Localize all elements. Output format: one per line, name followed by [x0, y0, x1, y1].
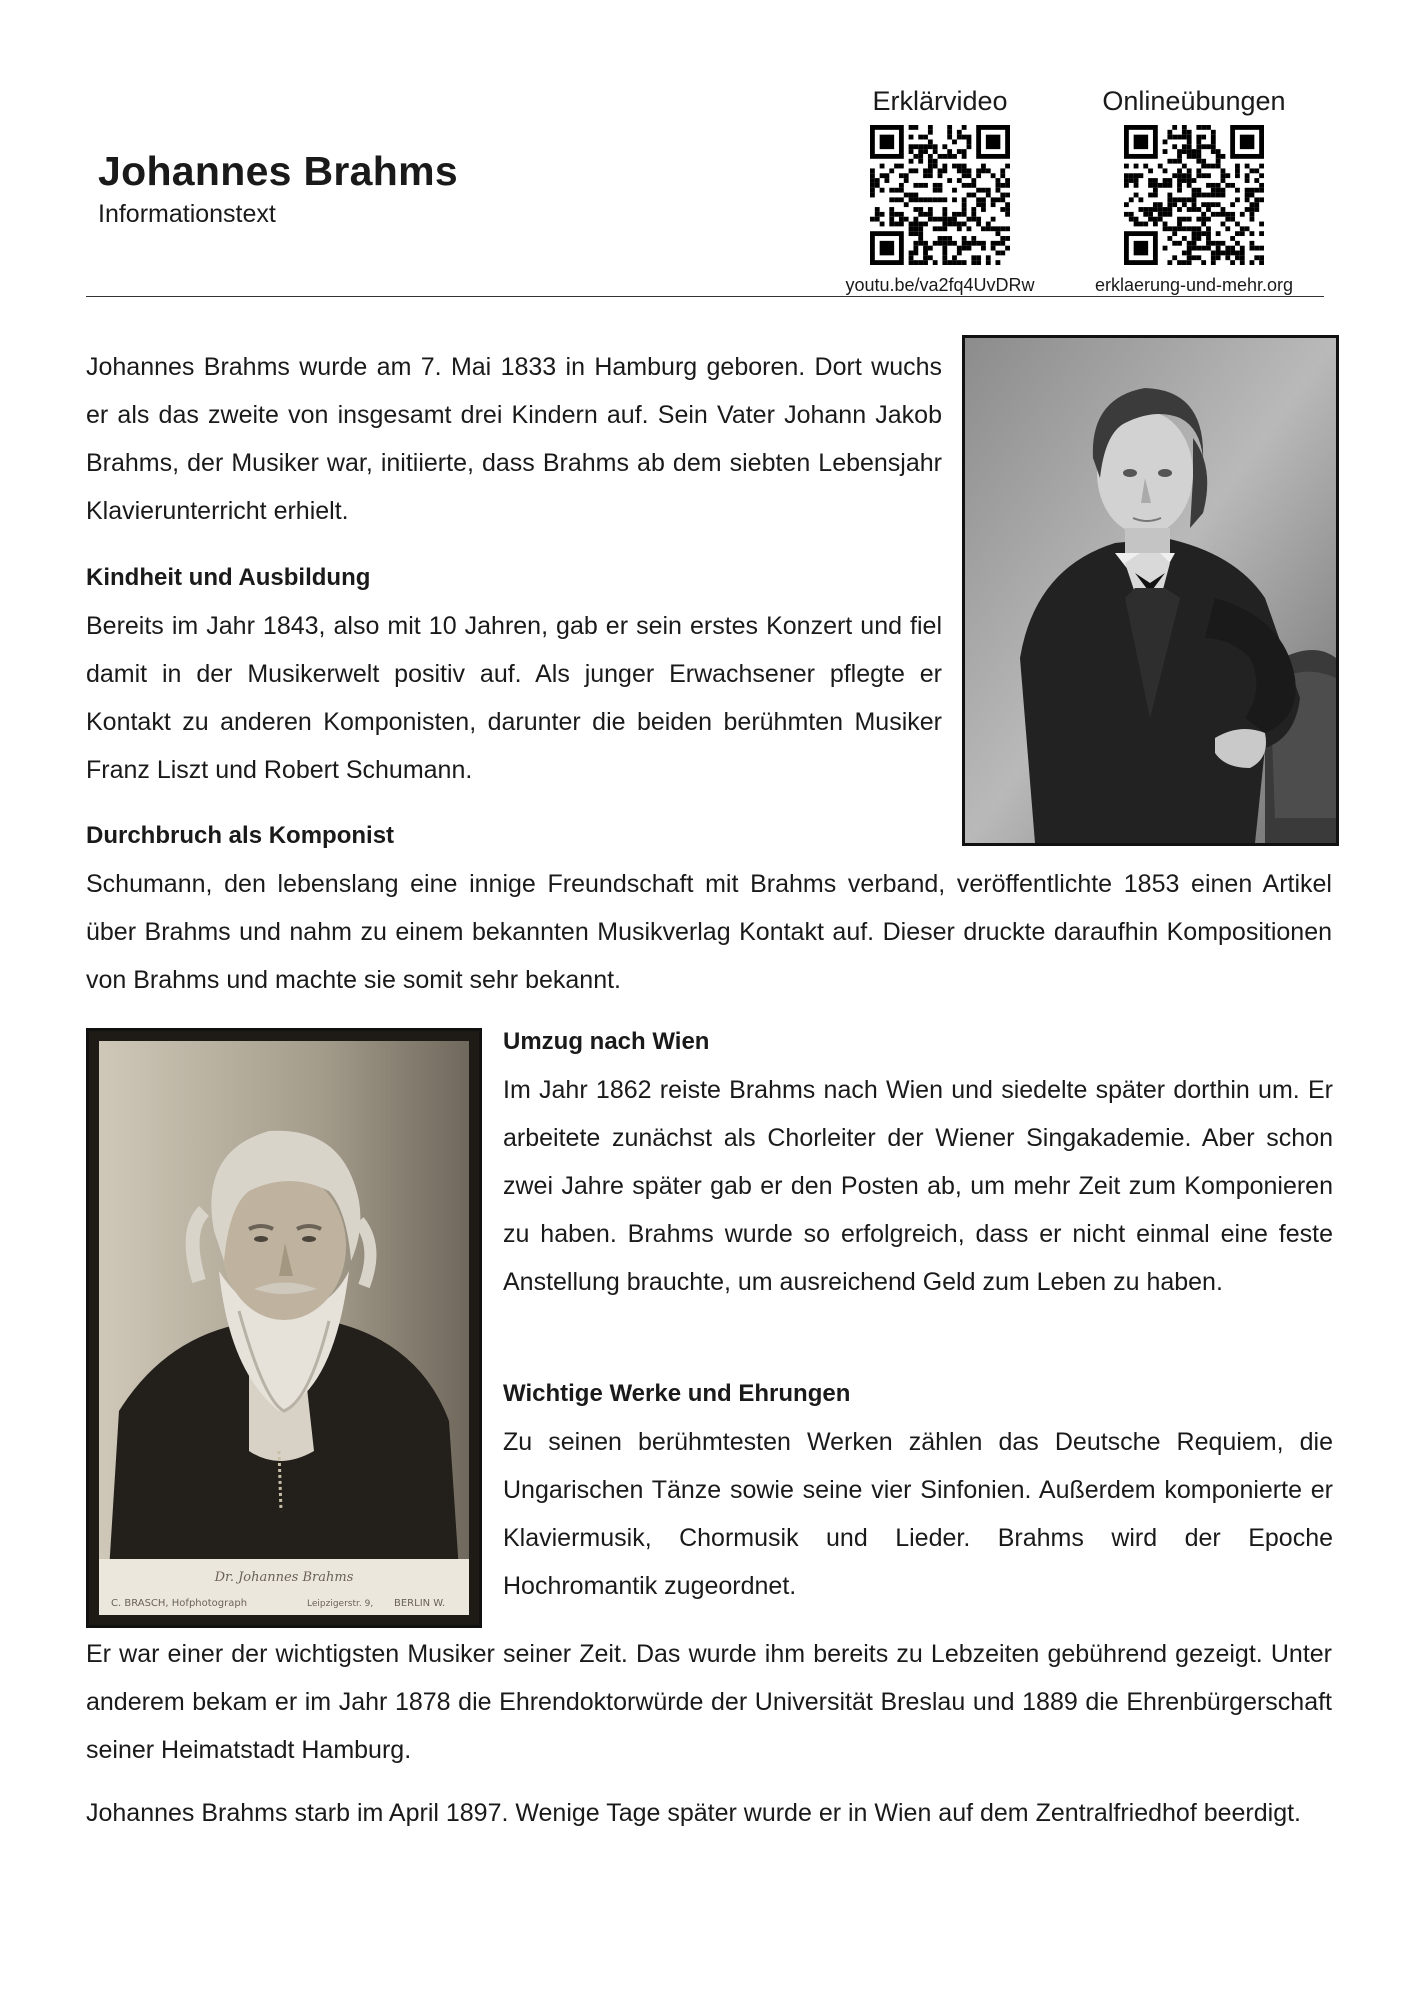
page-title: Johannes Brahms — [98, 148, 458, 194]
qr-exercises-label: Onlineübungen — [1102, 86, 1286, 116]
vienna-paragraph: Im Jahr 1862 reiste Brahms nach Wien und siedelte später dorthin um. Er arbeitete zunächst als Chorleiter der Wiener Singakademie. Aber schon zwei Jahre später gab er den Posten ab, um mehr Zeit zum Komponieren zu haben. Brahms wurde so erfolgreich, dass er nicht einmal eine feste Anstellung brauchte, um ausreichend Geld zum Leben zu haben. — [503, 1076, 1333, 1296]
header-divider — [86, 296, 1324, 297]
breakthrough-paragraph: Schumann, den lebenslang eine innige Freundschaft mit Brahms verband, veröffentlichte 1853 einen Artikel über Brahms und nahm zu einem bekannten Musikverlag Kontakt auf. Dieser druckte daraufhin Kompositionen von Brahms und machte sie somit sehr bekannt. — [86, 870, 1332, 994]
photo-caption: Dr. Johannes Brahms — [214, 1570, 354, 1585]
photo-old-brahms — [86, 1028, 482, 1628]
works-paragraph: Zu seinen berühmtesten Werken zählen das Deutsche Requiem, die Ungarischen Tänze sowie seine vier Sinfonien. Außerdem komponierte er Klaviermusik, Chormusik und Lieder. Brahms wird der Epoche Hochromantik zugeordnet. — [503, 1428, 1333, 1600]
childhood-paragraph: Bereits im Jahr 1843, also mit 10 Jahren, gab er sein erstes Konzert und fiel damit in der Musikerwelt positiv auf. Als junger Erwachsener pflegte er Kontakt zu anderen Komponisten, darunter die beiden berühmten Musiker Franz Liszt und Robert Schumann. — [86, 612, 942, 784]
honors-paragraph: Er war einer der wichtigsten Musiker seiner Zeit. Das wurde ihm bereits zu Lebzeiten gebührend gezeigt. Unter anderem bekam er im Jahr 1878 die Ehrendoktorwürde der Universität Breslau und 1889 die Ehrenbürgerschaft seiner Heimatstadt Hamburg. — [86, 1640, 1332, 1764]
portrait-young-brahms-image — [965, 338, 1336, 843]
page-subtitle: Informationstext — [98, 200, 276, 228]
photo-studio-mid: Leipzigerstr. 9, — [307, 1599, 374, 1609]
qr-exercises-block[interactable] — [1074, 86, 1314, 296]
qr-code-exercises — [1124, 125, 1264, 265]
heading-vienna: Umzug nach Wien — [503, 1028, 710, 1055]
photo-young-brahms — [962, 335, 1339, 846]
heading-childhood: Kindheit und Ausbildung — [86, 564, 371, 591]
photo-studio-left: C. BRASCH, Hofphotograph — [111, 1598, 248, 1609]
qr-code-video-icon[interactable] — [870, 125, 1010, 265]
qr-video-block[interactable] — [840, 86, 1040, 296]
intro-paragraph: Johannes Brahms wurde am 7. Mai 1833 in Hamburg geboren. Dort wuchs er als das zweite von insgesamt drei Kindern auf. Sein Vater Johann Jakob Brahms, der Musiker war, initiierte, dass Brahms ab dem siebten Lebensjahr Klavierunterricht erhielt. — [86, 353, 942, 525]
portrait-old-brahms-image — [89, 1031, 479, 1625]
photo-studio-right: BERLIN W. — [394, 1598, 446, 1609]
heading-works: Wichtige Werke und Ehrungen — [503, 1380, 851, 1407]
qr-code-exercises-icon[interactable] — [1124, 125, 1264, 265]
death-paragraph: Johannes Brahms starb im April 1897. Wenige Tage später wurde er in Wien auf dem Zentralfriedhof beerdigt. — [86, 1799, 1302, 1827]
qr-exercises-url[interactable]: erklaerung-und-mehr.org — [1094, 275, 1294, 295]
qr-video-label: Erklärvideo — [872, 86, 1008, 116]
heading-breakthrough: Durchbruch als Komponist — [86, 822, 395, 849]
qr-video-url[interactable]: youtu.be/va2fq4UvDRw — [845, 275, 1035, 295]
qr-code-video — [870, 125, 1010, 265]
